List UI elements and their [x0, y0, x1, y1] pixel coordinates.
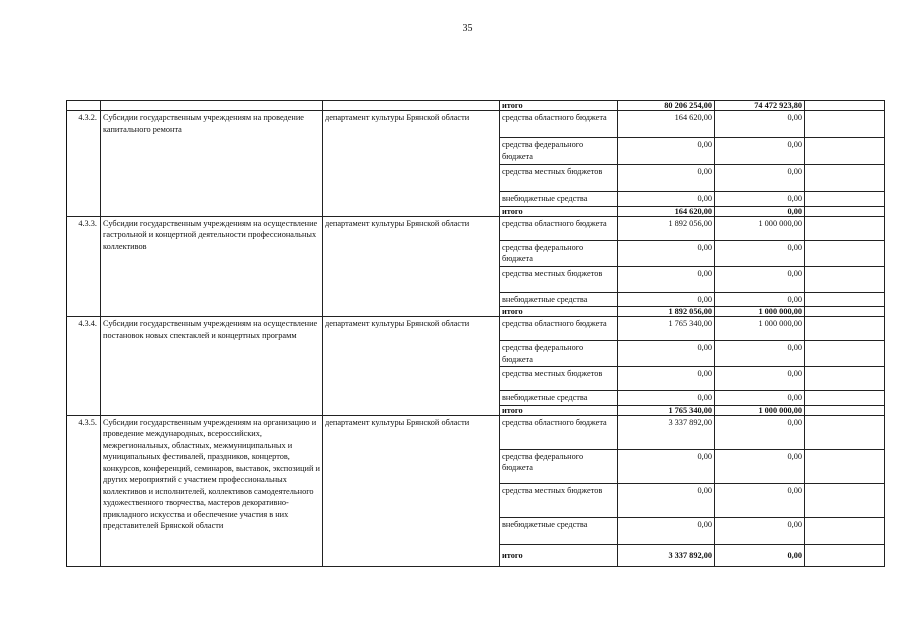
- total-value-1: 1 765 340,00: [618, 405, 715, 415]
- empty-cell: [805, 138, 885, 165]
- funding-source: средства областного бюджета: [500, 415, 618, 449]
- funding-value-2: 0,00: [715, 391, 805, 406]
- funding-value-1: 164 620,00: [618, 111, 715, 138]
- total-value-2: 0,00: [715, 544, 805, 566]
- funding-value-2: 0,00: [715, 483, 805, 517]
- empty-cell: [805, 206, 885, 216]
- funding-value-2: 0,00: [715, 367, 805, 391]
- funding-source: средства федерального бюджета: [500, 449, 618, 483]
- empty-cell: [805, 165, 885, 192]
- funding-value-2: 0,00: [715, 111, 805, 138]
- empty-cell: [805, 517, 885, 544]
- program-table: [66, 100, 885, 567]
- empty-cell: [805, 367, 885, 391]
- funding-source: внебюджетные средства: [500, 192, 618, 207]
- funding-source: средства федерального бюджета: [500, 341, 618, 367]
- funding-value-2: 0,00: [715, 341, 805, 367]
- funding-source: средства местных бюджетов: [500, 165, 618, 192]
- funding-value-1: 1 765 340,00: [618, 317, 715, 341]
- total-label: итого: [500, 206, 618, 216]
- funding-value-1: 0,00: [618, 240, 715, 266]
- section-executor: департамент культуры Брянской области: [323, 317, 500, 416]
- empty-cell: [805, 216, 885, 240]
- funding-value-1: 3 337 892,00: [618, 415, 715, 449]
- section-code: 4.3.2.: [67, 111, 101, 217]
- section-code: 4.3.3.: [67, 216, 101, 317]
- empty-cell: [805, 101, 885, 111]
- section-name: Субсидии государственным учреждениям на осуществление гастрольной и концертной деятельности профессиональных коллективов: [101, 216, 323, 317]
- funding-value-2: 0,00: [715, 240, 805, 266]
- empty-cell: [67, 101, 101, 111]
- total-value-1: 3 337 892,00: [618, 544, 715, 566]
- section-executor: департамент культуры Брянской области: [323, 415, 500, 566]
- funding-value-2: 0,00: [715, 292, 805, 307]
- funding-value-1: 0,00: [618, 517, 715, 544]
- funding-value-1: 1 892 056,00: [618, 216, 715, 240]
- funding-value-2: 1 000 000,00: [715, 317, 805, 341]
- funding-source: внебюджетные средства: [500, 517, 618, 544]
- empty-cell: [805, 544, 885, 566]
- funding-value-2: 0,00: [715, 138, 805, 165]
- funding-row: [67, 216, 885, 240]
- total-value-1: 1 892 056,00: [618, 307, 715, 317]
- section-name: Субсидии государственным учреждениям на организацию и проведение международных, всероссийских, межрегиональных, областных, межмуниципальных и муниципальных фестивалей, праздников, концертов, конкурсов, конференций, семинаров, выставок, экспозиций и других мероприятий с участием профессиональных коллективов и исполнителей, коллективов самодеятельного художественного творчества, мастеров декоративно-прикладного искусства и обеспечение участия в них представителей Брянской области: [101, 415, 323, 566]
- empty-cell: [805, 415, 885, 449]
- empty-cell: [805, 317, 885, 341]
- table-body: [67, 101, 885, 567]
- total-value-2: 0,00: [715, 206, 805, 216]
- total-label: итого: [500, 544, 618, 566]
- funding-source: средства местных бюджетов: [500, 367, 618, 391]
- funding-source: средства федерального бюджета: [500, 240, 618, 266]
- funding-value-1: 0,00: [618, 483, 715, 517]
- empty-cell: [805, 449, 885, 483]
- funding-value-1: 0,00: [618, 266, 715, 292]
- empty-cell: [805, 240, 885, 266]
- section-code: 4.3.5.: [67, 415, 101, 566]
- funding-source: внебюджетные средства: [500, 391, 618, 406]
- section-code: 4.3.4.: [67, 317, 101, 416]
- empty-cell: [805, 483, 885, 517]
- funding-value-2: 0,00: [715, 517, 805, 544]
- section-executor: департамент культуры Брянской области: [323, 111, 500, 217]
- total-value-2: 1 000 000,00: [715, 307, 805, 317]
- total-value-1: 80 206 254,00: [618, 101, 715, 111]
- empty-cell: [805, 266, 885, 292]
- funding-source: средства местных бюджетов: [500, 266, 618, 292]
- total-value-2: 1 000 000,00: [715, 405, 805, 415]
- funding-value-2: 0,00: [715, 165, 805, 192]
- funding-value-1: 0,00: [618, 192, 715, 207]
- empty-cell: [805, 307, 885, 317]
- funding-value-2: 0,00: [715, 449, 805, 483]
- top-total-row: [67, 101, 885, 111]
- section-name: Субсидии государственным учреждениям на осуществление постановок новых спектаклей и концертных программ: [101, 317, 323, 416]
- funding-source: средства областного бюджета: [500, 317, 618, 341]
- funding-value-1: 0,00: [618, 391, 715, 406]
- funding-value-1: 0,00: [618, 367, 715, 391]
- funding-source: средства местных бюджетов: [500, 483, 618, 517]
- empty-cell: [805, 341, 885, 367]
- funding-row: [67, 111, 885, 138]
- empty-cell: [805, 192, 885, 207]
- funding-source: средства областного бюджета: [500, 216, 618, 240]
- funding-value-2: 0,00: [715, 192, 805, 207]
- page-number: 35: [462, 23, 473, 34]
- total-label: итого: [500, 307, 618, 317]
- empty-cell: [323, 101, 500, 111]
- funding-value-1: 0,00: [618, 292, 715, 307]
- funding-row: [67, 415, 885, 449]
- funding-row: [67, 317, 885, 341]
- total-label: итого: [500, 101, 618, 111]
- total-label: итого: [500, 405, 618, 415]
- funding-source: средства федерального бюджета: [500, 138, 618, 165]
- empty-cell: [805, 111, 885, 138]
- funding-value-1: 0,00: [618, 449, 715, 483]
- funding-value-2: 1 000 000,00: [715, 216, 805, 240]
- funding-source: средства областного бюджета: [500, 111, 618, 138]
- empty-cell: [805, 405, 885, 415]
- funding-value-2: 0,00: [715, 415, 805, 449]
- funding-value-1: 0,00: [618, 165, 715, 192]
- total-value-1: 164 620,00: [618, 206, 715, 216]
- funding-value-1: 0,00: [618, 341, 715, 367]
- section-executor: департамент культуры Брянской области: [323, 216, 500, 317]
- empty-cell: [101, 101, 323, 111]
- funding-source: внебюджетные средства: [500, 292, 618, 307]
- empty-cell: [805, 391, 885, 406]
- empty-cell: [805, 292, 885, 307]
- funding-value-2: 0,00: [715, 266, 805, 292]
- section-name: Субсидии государственным учреждениям на проведение капитального ремонта: [101, 111, 323, 217]
- total-value-2: 74 472 923,80: [715, 101, 805, 111]
- funding-value-1: 0,00: [618, 138, 715, 165]
